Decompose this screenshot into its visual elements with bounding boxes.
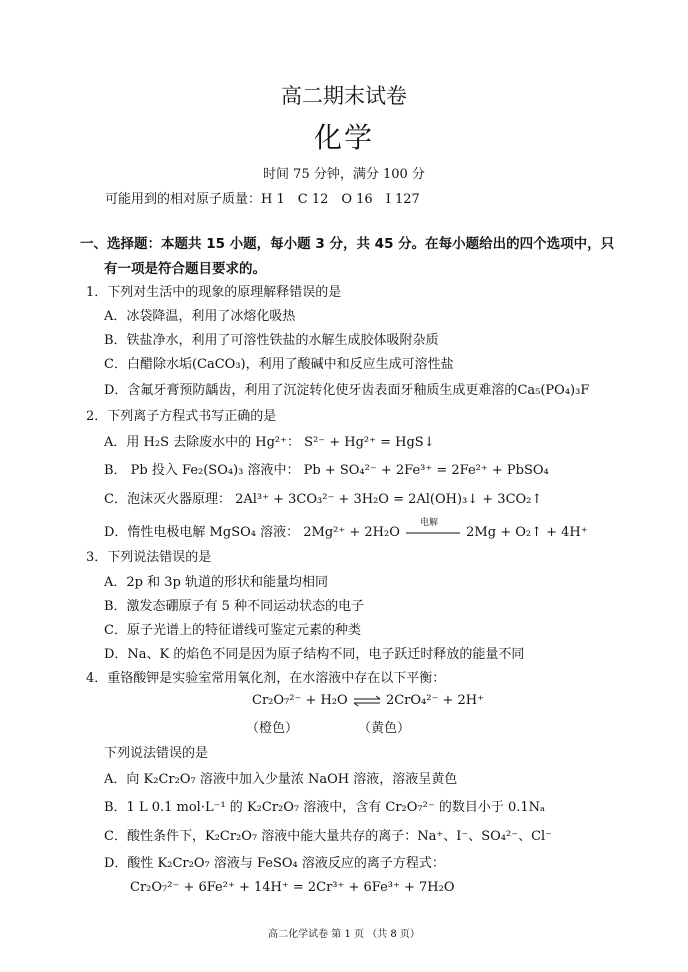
section-intro-line1: 一、选择题：本题共 15 小题，每小题 3 分，共 45 分。在每小题给出的四个选项中，只 (80, 236, 615, 252)
q2-option-b (104, 459, 549, 478)
section-intro-line2: 有一项是符合题目要求的。 (104, 261, 266, 277)
q2-option-c-eq: 2Al³⁺ + 3CO₃²⁻ + 3H₂O = 2Al(OH)₃↓ + 3CO₂↑ (235, 492, 543, 507)
q4-option-b: B．1 L 0.1 mol·L⁻¹ 的 K₂Cr₂O₇ 溶液中，含有 Cr₂O₇²⁻ 的数目小于 0.1Nₐ (104, 800, 546, 815)
q2-option-a (104, 431, 435, 450)
q3-stem: 3．下列说法错误的是 (86, 550, 212, 565)
q1-option-d-chem: Ca₅(PO₄)₃F (517, 383, 590, 398)
q2-option-a-eq: S²⁻ + Hg²⁺ = HgS↓ (304, 435, 435, 450)
q1-option-c-chem: (CaCO₃) (191, 357, 246, 372)
q4-option-d: D．酸性 K₂Cr₂O₇ 溶液与 FeSO₄ 溶液反应的离子方程式： (104, 856, 445, 871)
q3-option-a: A．2p 和 3p 轨道的形状和能量均相同 (104, 575, 328, 590)
q3-option-c: C．原子光谱上的特征谱线可鉴定元素的种类 (104, 623, 361, 638)
q3-option-d: D．Na、K 的焰色不同是因为原子结构不同，电子跃迁时释放的能量不同 (104, 647, 525, 662)
q2-option-c-pre: C．泡沫灭火器原理： (104, 492, 231, 507)
q2-option-b-pre: B． Pb 投入 Fe₂(SO₄)₃ 溶液中： (104, 463, 300, 478)
q2-option-d-eq-right: 2Mg + O₂↑ + 4H⁺ (466, 525, 588, 540)
time-score-info: 时间 75 分钟，满分 100 分 (263, 167, 425, 182)
q2-option-b-eq: Pb + SO₄²⁻ + 2Fe³⁺ = 2Fe²⁺ + PbSO₄ (303, 463, 549, 478)
q1-option-a: A．冰袋降温，利用了冰熔化吸热 (104, 309, 296, 324)
subject-title: 化学 (313, 121, 374, 154)
q2-stem: 2．下列离子方程式书写正确的是 (86, 409, 277, 424)
electrolysis-arrow (404, 517, 462, 540)
arrow-line-icon (404, 526, 462, 540)
q1-option-c-post: ，利用了酸碱中和反应生成可溶性盐 (245, 357, 454, 372)
q4-option-d-equation: Cr₂O₇²⁻ + 6Fe²⁺ + 14H⁺ = 2Cr³⁺ + 6Fe³⁺ + 7H₂O (130, 880, 455, 895)
q4-color-left: （橙色） (246, 721, 299, 736)
q2-option-d-pre: D．惰性电极电解 MgSO₄ 溶液： (104, 525, 300, 540)
q1-option-c-pre: C．白醋除水垢 (104, 357, 192, 372)
q1-stem: 1．下列对生活中的现象的原理解释错误的是 (86, 285, 342, 300)
q1-option-c (104, 353, 454, 372)
q1-option-d-pre: D．含氟牙膏预防龋齿，利用了沉淀转化使牙齿表面牙釉质生成更难溶的 (104, 383, 518, 398)
atomic-mass-info: 可能用到的相对原子质量：H 1 C 12 O 16 I 127 (105, 192, 420, 207)
q2-option-c (104, 488, 542, 507)
q2-option-d (104, 517, 588, 540)
equilibrium-arrow-icon (352, 695, 382, 707)
electrolysis-condition: 电解 (420, 517, 439, 528)
q3-option-b: B．激发态硼原子有 5 种不同运动状态的电子 (104, 599, 365, 614)
q4-option-c: C．酸性条件下，K₂Cr₂O₇ 溶液中能大量共存的离子：Na⁺、I⁻、SO₄²⁻、Cl⁻ (104, 829, 553, 844)
page-footer: 高二化学试卷 第 1 页 （共 8 页） (268, 929, 420, 940)
q4-eq-right: 2CrO₄²⁻ + 2H⁺ (385, 693, 484, 708)
q4-equilibrium (252, 693, 484, 708)
q2-option-d-eq-left: 2Mg²⁺ + 2H₂O (303, 525, 400, 540)
exam-title: 高二期末试卷 (281, 84, 407, 108)
q4-sub-stem: 下列说法错误的是 (104, 746, 209, 761)
q4-eq-left: Cr₂O₇²⁻ + H₂O (252, 693, 348, 708)
q4-stem: 4．重铬酸钾是实验室常用氧化剂，在水溶液中存在以下平衡： (86, 671, 446, 686)
q1-option-d (104, 379, 589, 398)
q4-color-right: （黄色） (358, 721, 411, 736)
q4-option-a: A．向 K₂Cr₂O₇ 溶液中加入少量浓 NaOH 溶液，溶液呈黄色 (104, 772, 458, 787)
q2-option-a-pre: A．用 H₂S 去除废水中的 Hg²⁺： (104, 435, 300, 450)
q1-option-b: B．铁盐净水，利用了可溶性铁盐的水解生成胶体吸附杂质 (104, 333, 439, 348)
